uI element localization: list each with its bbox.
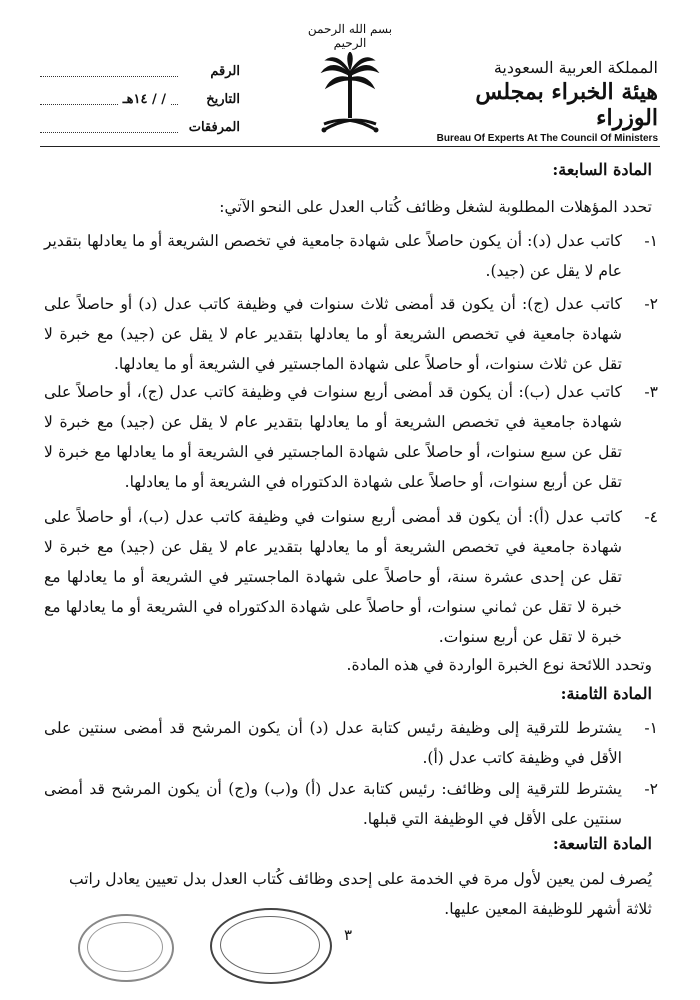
list-item (44, 502, 658, 652)
list-item (44, 377, 658, 497)
article-7-intro: تحدد المؤهلات المطلوبة لشغل وظائف كُتاب العدل على النحو الآتي: (219, 198, 652, 216)
item-number: ٢- (644, 295, 658, 313)
item-number: ٤- (644, 508, 658, 526)
article-7-heading: المادة السابعة: (552, 160, 652, 179)
article-7-closing: وتحدد اللائحة نوع الخبرة الواردة في هذه المادة. (346, 656, 652, 674)
list-item (44, 713, 658, 773)
bureau-name-arabic: هيئة الخبراء بمجلس الوزراء (475, 79, 658, 131)
item-number: ٣- (644, 383, 658, 401)
article-9-heading: المادة التاسعة: (552, 834, 652, 853)
header-divider (40, 146, 660, 147)
bismillah: بسم الله الرحمن الرحيم (307, 22, 393, 50)
official-stamp-icon (210, 908, 332, 984)
date-field (40, 90, 240, 118)
dotted-line (40, 76, 178, 77)
field-label: المرفقات (188, 120, 240, 135)
item-text: يشترط للترقية إلى وظيفة رئيس كتابة عدل (د) أن يكون المرشح قد أمضى سنتين على الأقل في وظيفة كاتب عدل (أ). (44, 719, 622, 767)
field-label: التاريخ (206, 92, 240, 107)
kingdom-name: المملكة العربية السعودية (493, 58, 658, 77)
item-number: ١- (644, 719, 658, 737)
attachments-field (40, 118, 240, 146)
reference-number-field (40, 62, 240, 90)
field-label: الرقم (210, 64, 240, 79)
reference-fields (40, 62, 240, 146)
article-9-text: يُصرف لمن يعين لأول مرة في الخدمة على إحدى وظائف كُتاب العدل بدل تعيين يعادل راتب ثلاثة أشهر للوظيفة المعين عليها. (69, 870, 652, 918)
official-seal-icon (78, 914, 174, 982)
date-value: / / ١٤هـ (119, 92, 170, 107)
item-text: يشترط للترقية إلى وظائف: رئيس كتابة عدل (أ) و(ب) و(ج) أن يكون المرشح قد أمضى سنتين على الأقل في الوظيفة التي قبلها. (44, 780, 622, 828)
list-item (44, 774, 658, 834)
article-8-heading: المادة الثامنة: (560, 684, 652, 703)
institution-header (428, 58, 658, 144)
item-number: ١- (644, 232, 658, 250)
page-number: ٣ (344, 926, 353, 944)
item-number: ٢- (644, 780, 658, 798)
bureau-name-english: Bureau Of Experts At The Council Of Ministers (436, 133, 658, 144)
item-text: كاتب عدل (ب): أن يكون قد أمضى أربع سنوات في وظيفة كاتب عدل (ج)، أو حاصلاً على شهادة جامعية في تخصص الشريعة أو ما يعادلها بتقدير عام لا يقل عن (جيد) مع خبرة لا تقل عن سبع سنوات، أو حاصلاً على شهادة الماجستير في الشريعة أو ما يعادلها مع خبرة لا تقل عن أربع سنوات، أو حاصلاً على شهادة الدكتوراه في الشريعة أو ما يعادلها. (44, 383, 622, 491)
item-text: كاتب عدل (ج): أن يكون قد أمضى ثلاث سنوات في وظيفة كاتب عدل (د) أو حاصلاً على شهادة جامعية في تخصص الشريعة أو ما يعادلها بتقدير عام لا يقل عن (جيد) مع خبرة لا تقل عن ثلاث سنوات، أو حاصلاً على شهادة الماجستير في الشريعة أو ما يعادلها. (44, 295, 622, 373)
list-item (44, 289, 658, 379)
dotted-line (40, 132, 178, 133)
list-item (44, 226, 658, 286)
saudi-emblem-icon (318, 52, 382, 142)
item-text: كاتب عدل (د): أن يكون حاصلاً على شهادة جامعية في تخصص الشريعة أو ما يعادلها بتقدير عام لا يقل عن (جيد). (44, 232, 622, 280)
item-text: كاتب عدل (أ): أن يكون قد أمضى أربع سنوات في وظيفة كاتب عدل (ب)، أو حاصلاً على شهادة جامعية في تخصص الشريعة أو ما يعادلها بتقدير عام لا يقل عن (جيد) مع خبرة لا تقل عن إحدى عشرة سنة، أو حاصلاً على شهادة الماجستير في الشريعة أو ما يعادلها مع خبرة لا تقل عن ثماني سنوات، أو حاصلاً على شهادة الدكتوراه في الشريعة أو ما يعادلها مع خبرة لا تقل عن أربع سنوات. (44, 508, 622, 646)
